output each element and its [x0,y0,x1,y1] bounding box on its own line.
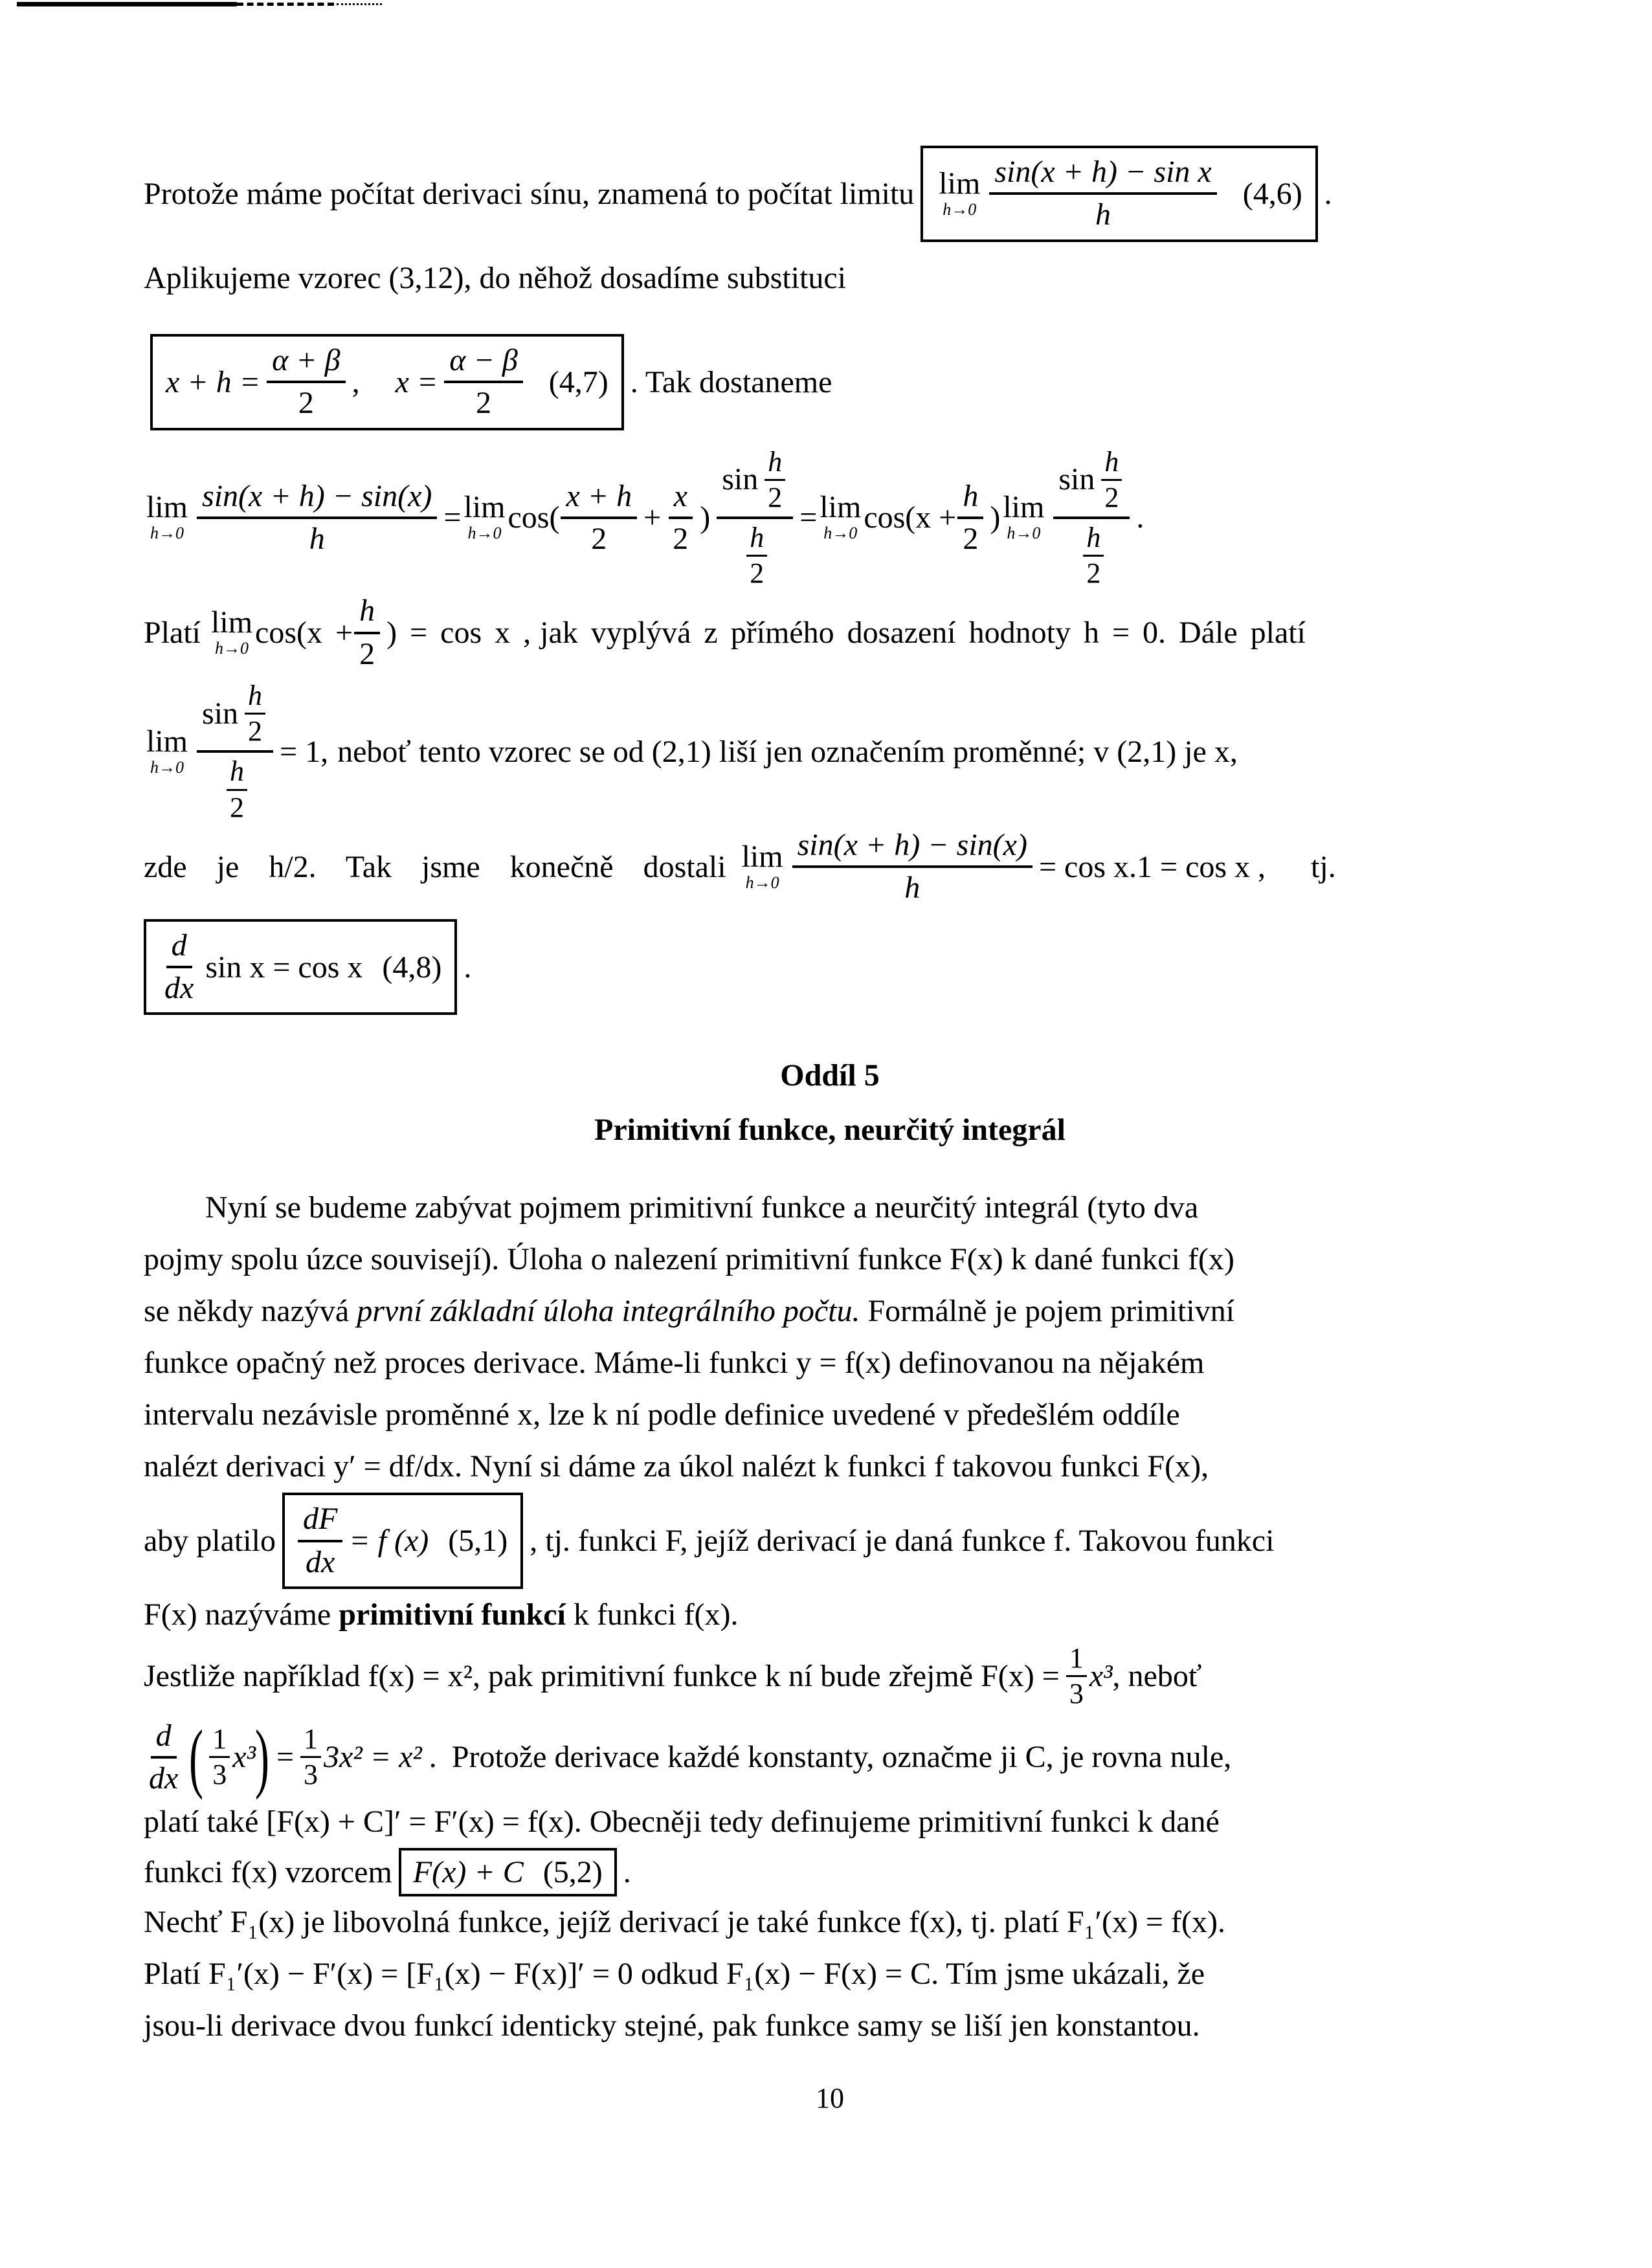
fraction-denominator: 2 [750,557,765,590]
fraction-denominator [1071,519,1111,590]
fraction-denominator: 2 [298,386,314,421]
fraction-numerator: h [354,594,380,634]
limit-operator [211,607,252,658]
period: . [463,950,472,984]
fraction-denominator: 2 [673,521,689,556]
text-run: , tj. funkci F, jejíž derivací je daná funkce f. Takovou funkci [530,1524,1275,1559]
fraction-numerator: 1 [300,1724,321,1758]
formula-5-2-box [399,1848,617,1896]
limit-operator [820,492,861,543]
lim-word: lim [211,605,253,640]
intro-line-2: Aplikujeme vzorec (3,12), do něhož dosadíme substituci [144,260,847,295]
formula-4-6-box [921,146,1317,242]
text-run: , neboť [1112,1659,1202,1694]
fraction-numerator: h [746,523,767,557]
plati-lead: Platí [144,616,201,650]
intro-period: . [1324,176,1332,211]
cos-open: cos(x + [255,616,353,650]
equals-cos-x: ) = cos x , [386,616,531,650]
derivative-fraction [298,1502,342,1580]
equation-tag-5-1: (5,1) [448,1524,508,1559]
fraction [1101,447,1122,513]
fraction [667,479,693,557]
fraction-denominator: 3 [212,1759,227,1791]
sin-limit-line [144,680,1516,824]
comma: , [352,364,360,399]
fraction [989,155,1216,233]
derivative-body: sin x = cos x [205,950,363,984]
derivative-fraction [159,928,199,1006]
fraction [444,343,523,421]
plati-line [144,594,1516,672]
sin-word: sin [722,462,759,497]
fraction-numerator: h [227,757,247,790]
fraction-denominator: dx [164,971,194,1006]
fraction-denominator [735,519,775,590]
fraction-denominator: 2 [476,386,492,421]
formula-5-1-box [282,1493,523,1589]
sin-ratio-fraction [717,446,793,590]
big-paren-open: ( [189,1713,204,1800]
paragraph-line: Nechť F₁(x) je libovolná funkce, jejíž derivací je také funkce f(x), tj. platí F₁′(x) = f(x). [144,1905,1225,1940]
lim-word: lim [146,724,188,759]
formula-5-2-line [144,1848,1516,1896]
fraction-numerator: α − β [444,343,523,383]
fraction-denominator: h [309,521,325,556]
scan-artifact-dashes [237,3,334,6]
fraction [1083,523,1104,588]
fraction-numerator: sin(x + h) − sin(x) [197,479,437,519]
tj-text: tj. [1311,849,1336,884]
equals-sign: = [799,500,818,535]
fraction-numerator: d [151,1718,177,1759]
scan-artifact-dots [337,3,382,5]
equals-cos: = cos x.1 = cos x , [1038,849,1266,884]
fraction-numerator: α + β [267,343,346,383]
one-third-fraction [300,1724,321,1790]
plus-sign: + [643,500,662,535]
primitive-formula: F(x) + C [412,1855,524,1890]
fraction-numerator [1053,446,1130,519]
paragraph-line: intervalu nezávisle proměnné x, lze k ní podle definice uvedené v předešlém oddíle [144,1397,1180,1432]
equation-tag-4-7: (4,7) [548,364,608,399]
fraction-numerator: x + h [561,479,637,519]
fraction-denominator: 3 [304,1759,318,1791]
fraction-numerator: h [1083,523,1104,557]
fraction-numerator: dF [298,1502,342,1542]
equals-sign: = [276,1740,295,1775]
fraction-denominator: h [1095,197,1111,232]
lim-subscript: h→0 [1007,524,1041,543]
sinline-rest: neboť tento vzorec se od (2,1) liší jen označením proměnné; v (2,1) je x, [337,734,1238,769]
lim-word: lim [146,490,188,525]
formula-4-8-line [144,919,1516,1016]
lim-subscript: h→0 [943,199,977,219]
substitution-lhs-2: x = [395,364,438,399]
paren-close: ) [700,500,711,535]
jestlize-line [144,1643,1516,1709]
text-run: funkci f(x) vzorcem [144,1855,392,1890]
equation-tag-5-2: (5,2) [542,1855,603,1890]
lim-word: lim [820,490,862,525]
limit-operator [742,841,783,893]
lim-word: lim [939,166,981,201]
period: . [623,1855,631,1890]
lim-word: lim [463,490,506,525]
result-expression: 3x² = x² . [324,1740,438,1775]
fraction-numerator [197,680,273,753]
fraction-numerator [717,446,793,519]
fraction-denominator: 2 [359,636,375,671]
paragraph-line: nalézt derivaci y′ = df/dx. Nyní si dáme za úkol nalézt k funkci f takovou funkci F(x), [144,1449,1209,1484]
fraction-numerator: h [765,447,785,481]
text-run: Jestliže například f(x) = x², pak primitivní funkce k ní bude zřejmě F(x) = [144,1659,1060,1694]
sin-word: sin [202,696,239,731]
paragraph-line [144,1589,1516,1641]
text-run: Formálně je pojem primitivní [860,1294,1235,1329]
fraction-numerator: h [245,681,265,715]
fraction-denominator: 2 [963,521,979,556]
tak-dostaneme-text: . Tak dostaneme [630,364,832,399]
bold-phrase: primitivní funkcí [339,1597,566,1632]
paragraph-line: Nyní se budeme zabývat pojmem primitivní funkce a neurčitý integrál (tyto dva [205,1190,1199,1225]
fraction-denominator: 2 [1104,481,1119,513]
limit-operator [146,726,188,777]
fraction-denominator [215,753,255,823]
main-display-equation [144,446,1516,590]
equation-tag-4-8: (4,8) [382,950,442,984]
fraction-numerator: h [1101,447,1122,481]
limit-operator [1003,492,1044,543]
limit-operator [463,492,505,543]
fraction-denominator: 2 [768,481,783,513]
equals-sign: = [443,500,462,535]
section-title: Primitivní funkce, neurčitý integrál [594,1113,1066,1148]
text-run: se někdy nazývá [144,1294,357,1329]
fraction [746,523,767,588]
text-run: Protože derivace každé konstanty, označme ji C, je rovna nule, [451,1740,1232,1775]
paragraph-line [144,1285,1516,1337]
lim-subscript: h→0 [823,524,858,543]
fraction-denominator: 2 [591,521,607,556]
fraction-denominator: 3 [1069,1678,1084,1710]
sin-ratio-fraction [1053,446,1130,590]
derivative-fraction [144,1718,183,1797]
fraction-denominator: 2 [230,791,245,823]
equals-f-x: = f (x) [349,1524,429,1559]
formula-5-1-line [144,1493,1516,1589]
fraction-numerator: sin(x + h) − sin(x) [792,828,1032,868]
zde-line [144,828,1516,906]
lim-subscript: h→0 [150,524,184,543]
paragraph-line: Platí F₁′(x) − F′(x) = [F₁(x) − F(x)]′ = 0 odkud F₁(x) − F(x) = C. Tím jsme ukázali, že [144,1957,1205,1992]
formula-4-8-box [144,919,457,1016]
cos-open: cos( [508,500,560,535]
fraction-numerator: h [957,479,983,519]
lim-subscript: h→0 [745,873,779,892]
equals-one: = 1, [280,734,329,769]
fraction [245,681,265,746]
period: . [1136,500,1144,535]
lim-subscript: h→0 [215,639,249,658]
limit-operator [146,492,188,543]
derivative-example-line [144,1713,1516,1800]
scan-artifact-line [17,2,237,6]
fraction [561,479,637,557]
sin-ratio-fraction [197,680,273,824]
text-run: aby platilo [144,1524,276,1559]
one-third-fraction [209,1724,230,1790]
fraction-numerator: 1 [209,1724,230,1758]
cos-open: cos(x + [864,500,957,535]
fraction [227,757,247,822]
paragraph-line: platí také [F(x) + C]′ = F′(x) = f(x). Obecněji tedy definujeme primitivní funkci k dané [144,1805,1220,1840]
lim-word: lim [741,839,783,874]
limit-operator [939,168,980,219]
paragraph-line: pojmy spolu úzce souvisejí). Úloha o nalezení primitivní funkce F(x) k dané funkci f(x) [144,1242,1234,1277]
lim-subscript: h→0 [467,524,502,543]
section-kicker: Oddíl 5 [780,1058,880,1093]
fraction [765,447,785,513]
page-number: 10 [816,2082,844,2115]
fraction-numerator: d [166,928,192,968]
formula-4-7-line [144,334,1516,430]
text-run: k funkci f(x). [565,1597,739,1632]
difference-quotient-fraction [197,479,437,557]
italic-phrase: první základní úloha integrálního počtu. [357,1294,860,1329]
paragraph-2 [144,1643,1516,2052]
fraction-denominator: 2 [248,715,263,748]
fraction [957,479,983,557]
zde-lead: zde je h/2. Tak jsme konečně dostali [144,849,726,884]
sin-word: sin [1058,462,1095,497]
big-paren-close: ) [254,1713,269,1800]
fraction [267,343,346,421]
fraction [354,594,380,672]
substitution-lhs-1: x + h = [166,364,261,399]
intro-line-1 [144,146,1516,242]
plati-rest: jak vyplývá z přímého dosazení hodnoty h = 0. Dále platí [540,616,1306,650]
fraction-denominator: h [904,871,921,906]
lim-word: lim [1003,490,1045,525]
one-third-fraction [1066,1643,1087,1709]
text-run: F(x) nazýváme [144,1597,339,1632]
intro-text: Protože máme počítat derivaci sínu, znamená to počítat limitu [144,176,915,211]
paragraph-1 [144,1182,1516,1641]
paragraph-line: funkce opačný než proces derivace. Máme-li funkci y = f(x) definovanou na nějakém [144,1346,1205,1381]
x-cubed: x³ [1089,1659,1113,1694]
fraction-numerator: x [669,479,693,519]
fraction-numerator: sin(x + h) − sin x [989,155,1216,195]
paragraph-line: jsou-li derivace dvou funkcí identicky stejné, pak funkce samy se liší jen konstantou. [144,2008,1200,2043]
fraction-denominator: dx [149,1761,179,1796]
x-cubed: x³ [232,1740,256,1775]
fraction-denominator: dx [305,1544,335,1579]
fraction-numerator: 1 [1066,1643,1087,1677]
lim-subscript: h→0 [150,757,184,777]
formula-4-7-box [150,334,624,430]
difference-quotient-fraction [792,828,1032,906]
paren-close: ) [990,500,1001,535]
equation-tag-4-6: (4,6) [1242,176,1302,211]
fraction-denominator: 2 [1086,557,1101,590]
